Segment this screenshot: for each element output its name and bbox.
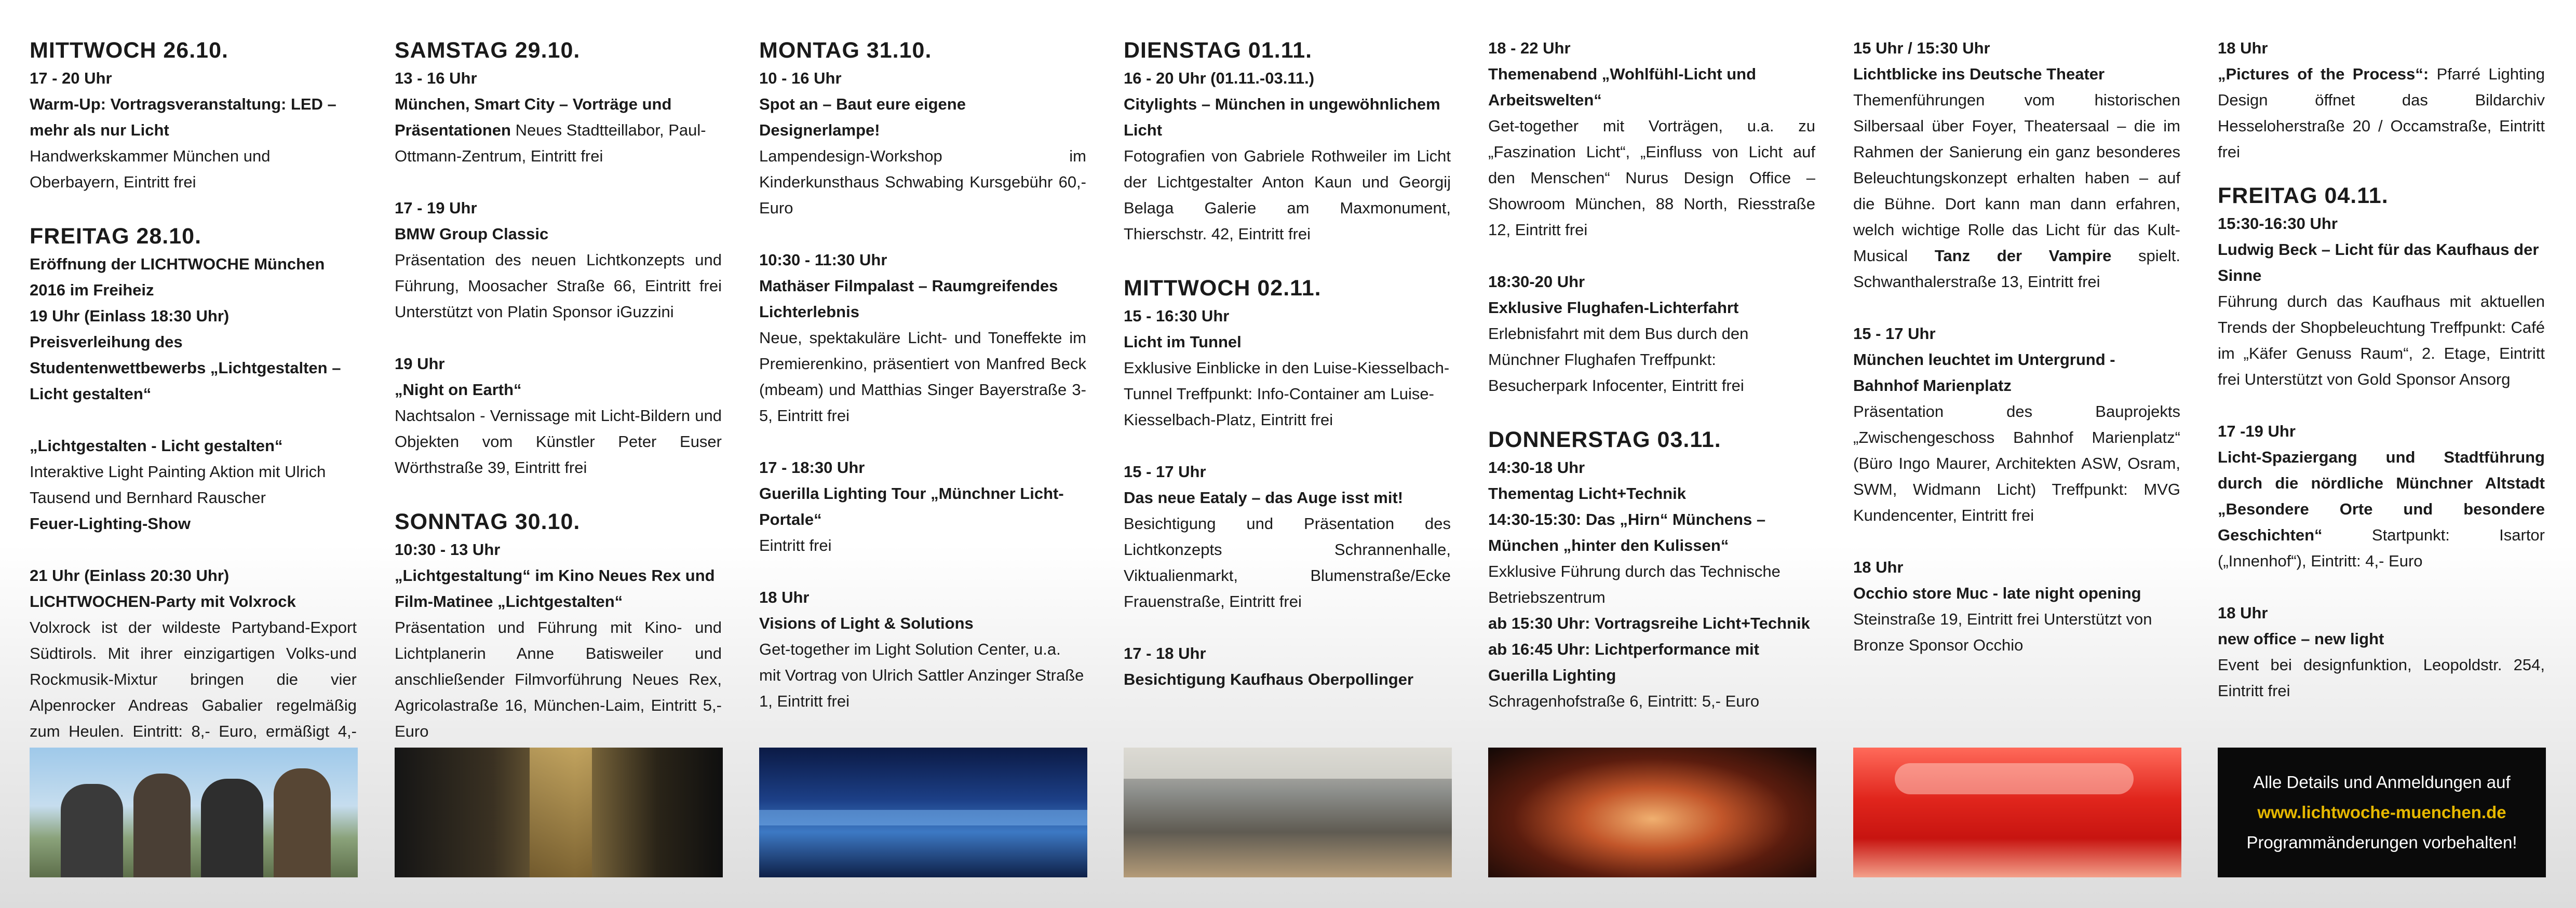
event — [1124, 459, 1451, 615]
event-title: Preisverleihung des Studentenwettbewerbs „Lichtgestalten – Licht gestalten“ — [30, 333, 341, 403]
event-body: Neues Stadtteillabor, Paul-Ottmann-Zentrum, Eintritt frei — [395, 121, 706, 165]
event-body: Pfarré Lighting Design öffnet das Bildarchiv Hesseloherstraße 20 / Occamstraße, Eintritt frei — [2218, 65, 2545, 161]
event-body: Eintritt frei — [759, 536, 832, 554]
event-time: 14:30-18 Uhr — [1488, 458, 1585, 477]
day-heading: DONNERSTAG 03.11. — [1488, 427, 1721, 452]
event-title: Warm-Up: Vortragsveranstaltung: LED – mehr als nur Licht — [30, 95, 336, 139]
event — [395, 351, 722, 481]
event — [1853, 321, 2180, 528]
event-time: 17 - 19 Uhr — [395, 199, 477, 217]
event-body: Präsentation und Führung mit Kino- und Lichtplanerin Anne Batisweiler und anschließender Filmvorführung Neues Rex, Agricolastraße 16, München-Laim, Eintritt 5,- Euro — [395, 618, 722, 740]
day-heading: FREITAG 28.10. — [30, 224, 202, 249]
event-title: München leuchtet im Untergrund - Bahnhof Marienplatz — [1853, 350, 2115, 395]
event-body: Fotografien von Gabriele Rothweiler im Licht der Lichtgestalter Anton Kaun und Georgij Belaga Galerie am Maxmonument, Thierschstr. 42, Eintritt frei — [1124, 147, 1451, 243]
event-title: München, Smart City – Vorträge und Präsentationen — [395, 95, 672, 139]
event-title: Themenabend „Wohlfühl-Licht und Arbeitswelten“ — [1488, 65, 1757, 109]
event-time: 18 Uhr — [2218, 39, 2268, 57]
event-body: Erlebnisfahrt mit dem Bus durch den Münchner Flughafen Treffpunkt: Besucherpark Infocenter, Eintritt frei — [1488, 324, 1749, 395]
event-body: Exklusive Führung durch das Technische Betriebszentrum — [1488, 562, 1781, 606]
event-subtitle: ab 15:30 Uhr: Vortragsreihe Licht+Technik — [1488, 614, 1810, 632]
event — [759, 247, 1086, 429]
event-title: Mathäser Filmpalast – Raumgreifendes Lichterlebnis — [759, 277, 1058, 321]
event-body: Event bei designfunktion, Leopoldstr. 254, Eintritt frei — [2218, 656, 2545, 700]
event-time: 10 - 16 Uhr — [759, 69, 842, 87]
event-title: Licht-Spaziergang und Stadtführung durch die nördliche Münchner Altstadt „Besondere Orte und besondere Geschichten“ — [2218, 448, 2545, 544]
event — [30, 433, 357, 537]
event — [1853, 554, 2180, 658]
event — [759, 65, 1086, 221]
event-title: Spot an – Baut eure eigene Designerlampe! — [759, 95, 966, 139]
event-title: Ludwig Beck – Licht für das Kaufhaus der Sinne — [2218, 240, 2539, 284]
event-title: new office – new light — [2218, 630, 2384, 648]
event — [2218, 418, 2545, 574]
event-time: 18 - 22 Uhr — [1488, 39, 1571, 57]
column-7 — [2218, 35, 2545, 730]
event-time: 19 Uhr (Einlass 18:30 Uhr) — [30, 307, 230, 325]
event-title: Occhio store Muc - late night opening — [1853, 584, 2141, 602]
day-heading: DIENSTAG 01.11. — [1124, 38, 1313, 63]
photo-market-hall — [1124, 748, 1452, 877]
photo-airport-night — [1488, 748, 1816, 877]
event-time: 18 Uhr — [2218, 604, 2268, 622]
event-subtitle: 14:30-15:30: Das „Hirn“ Münchens – München „hinter den Kulissen“ — [1488, 510, 1766, 554]
event-body: Steinstraße 19, Eintritt frei Unterstützt von Bronze Sponsor Occhio — [1853, 610, 2152, 654]
column-2 — [395, 35, 722, 770]
event-title: BMW Group Classic — [395, 225, 549, 243]
event-time: 10:30 - 13 Uhr — [395, 540, 501, 559]
event — [1124, 303, 1451, 433]
event-body: Führung durch das Kaufhaus mit aktuellen Trends der Shopbeleuchtung Treffpunkt: Café im „Käfer Genuss Raum“, 2. Etage, Eintritt frei Unterstützt von Gold Sponsor Ansorg — [2218, 292, 2545, 388]
event-title: Feuer-Lighting-Show — [30, 514, 191, 533]
event-time: 15 - 16:30 Uhr — [1124, 307, 1230, 325]
event-subtitle: ab 16:45 Uhr: Lichtperformance mit Guerilla Lighting — [1488, 640, 1759, 684]
event-time: 10:30 - 11:30 Uhr — [759, 251, 887, 269]
event-title: Citylights – München in ungewöhnlichem Licht — [1124, 95, 1440, 139]
event-body: Besichtigung und Präsentation des Lichtkonzepts Schrannenhalle, Viktualienmarkt, Blumenstraße/Ecke Frauenstraße, Eintritt frei — [1124, 514, 1451, 611]
event-address: Schragenhofstraße 6, Eintritt: 5,- Euro — [1488, 692, 1760, 710]
website-link[interactable]: www.lichtwoche-muenchen.de — [2257, 803, 2506, 822]
event-body: Volxrock ist der wildeste Partyband-Export Südtirols. Mit ihrer einzigartigen Volks-und Rockmusik-Mixtur bringen die vier Alpenrocker Andreas Gabalier regelmäßig zum Heulen. Eintritt: 8,- Euro, ermäßigt 4,- — [30, 618, 357, 740]
event-title: „Lichtgestaltung“ im Kino Neues Rex und Film-Matinee „Lichtgestalten“ — [395, 566, 715, 611]
event-title: „Pictures of the Process“: — [2218, 65, 2429, 83]
event-time: 17 - 18 Uhr — [1124, 644, 1206, 662]
event-time: 19 Uhr — [395, 355, 445, 373]
event — [1124, 65, 1451, 247]
event-time: 17 - 20 Uhr — [30, 69, 112, 87]
event — [30, 65, 357, 195]
column-4 — [1124, 35, 1451, 719]
event-time: 18:30-20 Uhr — [1488, 273, 1585, 291]
event — [1488, 269, 1815, 399]
event — [759, 585, 1086, 714]
event-title: Guerilla Lighting Tour „Münchner Licht-Portale“ — [759, 484, 1064, 528]
event-time: 21 Uhr (Einlass 20:30 Uhr) — [30, 566, 230, 585]
photo-band-volxrock — [30, 748, 358, 877]
day-heading: MITTWOCH 26.10. — [30, 38, 228, 63]
event — [30, 251, 357, 407]
event-body: Startpunkt: Isartor („Innenhof“), Eintritt: 4,- Euro — [2218, 526, 2545, 570]
column-5 — [1488, 35, 1815, 740]
event-title: „Lichtgestalten - Licht gestalten“ — [30, 437, 283, 455]
event-time: 15 Uhr / 15:30 Uhr — [1853, 39, 1990, 57]
event-time: 13 - 16 Uhr — [395, 69, 477, 87]
event-title: Lichtblicke ins Deutsche Theater — [1853, 65, 2105, 83]
event-title: Visions of Light & Solutions — [759, 614, 974, 632]
day-heading: FREITAG 04.11. — [2218, 183, 2389, 208]
event-title: Eröffnung der LICHTWOCHE München 2016 im Freiheiz — [30, 255, 325, 299]
event-body-text: spielt. Schwanthalerstraße 13, Eintritt frei — [1853, 247, 2180, 291]
day-heading: SONNTAG 30.10. — [395, 509, 581, 534]
event-body: Get-together im Light Solution Center, u.a. mit Vortrag von Ulrich Sattler Anzinger Straße 1, Eintritt frei — [759, 640, 1084, 710]
event — [395, 65, 722, 169]
column-6 — [1853, 35, 2180, 684]
event — [1488, 455, 1815, 714]
event-body: Exklusive Einblicke in den Luise-Kiesselbach-Tunnel Treffpunkt: Info-Container am Luise-Kiesselbach-Platz, Eintritt frei — [1124, 359, 1450, 429]
event-title: Exklusive Flughafen-Lichterfahrt — [1488, 299, 1739, 317]
event-body: Handwerkskammer München und Oberbayern, Eintritt frei — [30, 147, 271, 191]
event-title: Das neue Eataly – das Auge isst mit! — [1124, 489, 1404, 507]
day-heading: MONTAG 31.10. — [759, 38, 932, 63]
event-body: Get-together mit Vorträgen, u.a. zu „Faszination Licht“, „Einfluss von Licht auf den Menschen“ Nurus Design Office – Showroom München, 88 North, Riesstraße 12, Eintritt frei — [1488, 117, 1815, 239]
event-time: 15 - 17 Uhr — [1124, 463, 1206, 481]
event-time: 16 - 20 Uhr (01.11.-03.11.) — [1124, 69, 1315, 87]
event-body: Nachtsalon - Vernissage mit Licht-Bildern und Objekten vom Künstler Peter Euser Wörthstraße 39, Eintritt frei — [395, 406, 722, 477]
event-time: 17 - 18:30 Uhr — [759, 458, 865, 477]
day-heading: MITTWOCH 02.11. — [1124, 276, 1321, 301]
column-1 — [30, 35, 357, 796]
event-body: Präsentation des Bauprojekts „Zwischengeschoss Bahnhof Marienplatz“ (Büro Ingo Maurer, Architekten ASW, Osram, SWM, Widmann Licht) Treffpunkt: MVG Kundencenter, Eintritt frei — [1853, 402, 2180, 524]
event-time: 17 -19 Uhr — [2218, 422, 2296, 440]
event — [2218, 35, 2545, 165]
column-3 — [759, 35, 1086, 740]
event-body: Interaktive Light Painting Aktion mit Ulrich Tausend und Bernhard Rauscher — [30, 463, 326, 507]
event — [395, 195, 722, 325]
event-body-text: Themenführungen vom historischen Silbersaal über Foyer, Theatersaal – die im Rahmen der Sanierung ein ganz besonderes Beleuchtungskonzept erhalten haben – auf die Bühne. Dort kann man dann erfahren, welch wichtige Rolle das Licht für das Kult-Musical — [1853, 91, 2180, 265]
event-time: 18 Uhr — [1853, 558, 1904, 576]
event — [30, 563, 357, 770]
day-heading: SAMSTAG 29.10. — [395, 38, 581, 63]
event — [395, 537, 722, 744]
photo-cinema — [759, 748, 1087, 877]
event-title: Besichtigung Kaufhaus Oberpollinger — [1124, 670, 1414, 688]
event-title: Licht im Tunnel — [1124, 333, 1242, 351]
event-body: Neue, spektakuläre Licht- und Toneffekte im Premierenkino, präsentiert von Manfred Beck (mbeam) und Matthias Singer Bayerstraße 3-5, Eintritt frei — [759, 329, 1086, 425]
event — [1853, 35, 2180, 295]
photo-red-station — [1853, 748, 2181, 877]
event — [1124, 641, 1451, 693]
event-title: „Night on Earth“ — [395, 381, 522, 399]
event-time: 15 - 17 Uhr — [1853, 324, 1936, 343]
event — [1488, 35, 1815, 243]
event-time: 18 Uhr — [759, 588, 810, 606]
event-time: 15:30-16:30 Uhr — [2218, 214, 2338, 233]
event-title: Thementag Licht+Technik — [1488, 484, 1686, 503]
info-box — [2218, 748, 2546, 877]
event — [2218, 211, 2545, 392]
event-body: Präsentation des neuen Lichtkonzepts und Führung, Moosacher Straße 66, Eintritt frei Unterstützt von Platin Sponsor iGuzzini — [395, 251, 722, 321]
event-title: LICHTWOCHEN-Party mit Volxrock — [30, 592, 296, 611]
event-body — [1853, 87, 2180, 295]
event — [759, 455, 1086, 559]
info-text: Alle Details und Anmeldungen auf — [2253, 773, 2511, 792]
photo-corridor — [395, 748, 723, 877]
event-body: Lampendesign-Workshop im Kinderkunsthaus Schwabing Kursgebühr 60,- Euro — [759, 147, 1086, 217]
event — [2218, 600, 2545, 704]
event-highlight: Tanz der Vampire — [1934, 247, 2112, 265]
info-text: Programmänderungen vorbehalten! — [2246, 833, 2517, 852]
